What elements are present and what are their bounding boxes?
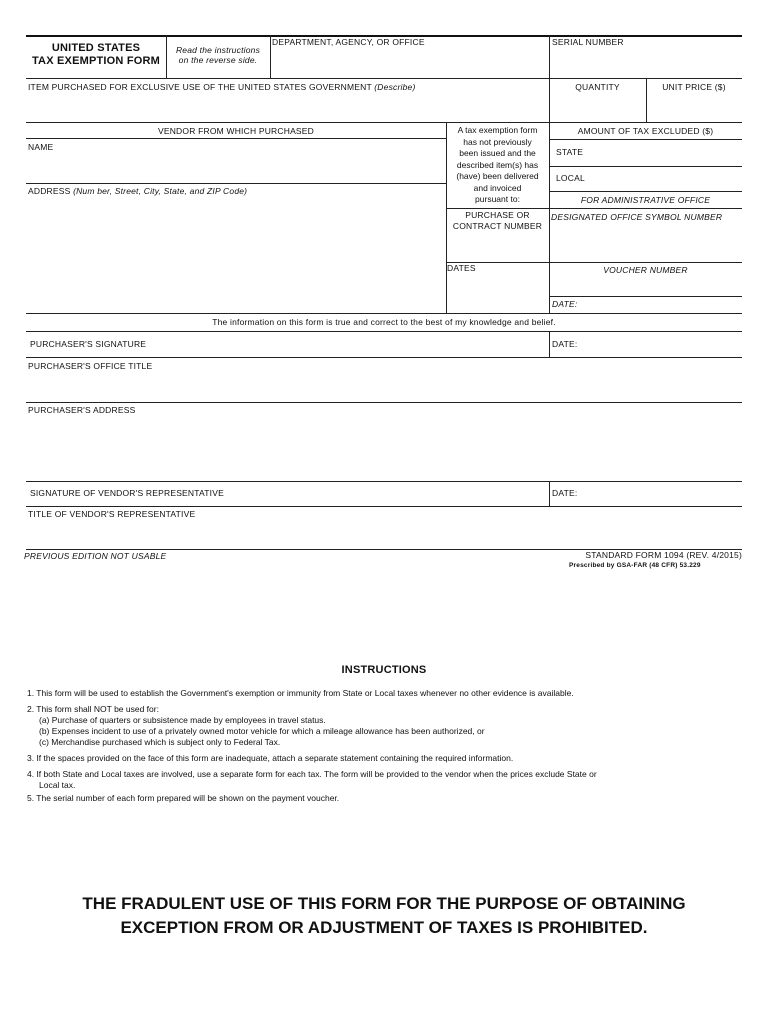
instructions-list	[27, 688, 747, 804]
purchase-contract-label-2: CONTRACT NUMBER	[452, 221, 543, 231]
purchase-contract-field[interactable]	[447, 234, 548, 261]
amount-tax-label: AMOUNT OF TAX EXCLUDED ($)	[577, 126, 714, 136]
department-label: DEPARTMENT, AGENCY, OR OFFICE	[272, 37, 425, 47]
vendor-date-label: DATE:	[552, 488, 578, 498]
serial-number-field[interactable]	[550, 49, 741, 77]
vendor-date-field[interactable]	[580, 483, 741, 505]
unit-price-label: UNIT PRICE ($)	[662, 82, 726, 92]
exemption-note	[446, 125, 549, 206]
dates-label: DATES	[447, 263, 476, 273]
item-purchased-label	[28, 82, 415, 92]
dates-field[interactable]	[447, 275, 548, 312]
exemption-note-line: described item(s) has	[456, 159, 539, 170]
prescribed-by: Prescribed by GSA-FAR (48 CFR) 53.229	[569, 562, 701, 569]
purchaser-signature-field[interactable]	[160, 333, 548, 356]
vendor-name-field[interactable]	[27, 153, 445, 182]
local-tax-field[interactable]	[600, 168, 741, 190]
instruction-item-4: 4. If both State and Local taxes are involved, use a separate form for each tax. The form will be provided to the vendor when the prices exclude State or	[27, 769, 597, 779]
instruction-item-5: 5. The serial number of each form prepared will be shown on the payment voucher.	[27, 793, 340, 803]
vendor-signature-field[interactable]	[250, 483, 548, 505]
exemption-note-line: and invoiced	[473, 182, 522, 193]
vendor-address-field[interactable]	[27, 198, 445, 312]
instruction-item-4-cont: Local tax.	[39, 780, 76, 790]
instructions-heading: INSTRUCTIONS	[341, 664, 427, 676]
item-purchased-describe: (Describe)	[374, 82, 416, 92]
form-title-line2: TAX EXEMPTION FORM	[31, 55, 161, 67]
voucher-number-field[interactable]	[550, 277, 741, 295]
instruction-item-1: 1. This form will be used to establish the Government's exemption or immunity from State or Local taxes whenever no other evidence is available.	[27, 688, 574, 698]
fraud-warning-line2: EXCEPTION FROM OR ADJUSTMENT OF TAXES IS PROHIBITED.	[120, 918, 648, 937]
voucher-number-label: VOUCHER NUMBER	[603, 265, 688, 275]
admin-office-label: FOR ADMINISTRATIVE OFFICE	[580, 195, 711, 205]
exemption-note-line: (have) been delivered	[456, 171, 539, 181]
previous-edition-note: PREVIOUS EDITION NOT USABLE	[24, 551, 167, 561]
local-label: LOCAL	[556, 173, 585, 183]
purchaser-address-label: PURCHASER'S ADDRESS	[28, 405, 136, 415]
purchaser-title-label: PURCHASER'S OFFICE TITLE	[28, 361, 153, 371]
purchaser-date-label: DATE:	[552, 339, 578, 349]
vendor-address-text: ADDRESS	[28, 186, 71, 196]
fraud-warning-line1: THE FRADULENT USE OF THIS FORM FOR THE PURPOSE OF OBTAINING	[82, 894, 686, 913]
serial-number-label: SERIAL NUMBER	[552, 37, 624, 47]
instruction-item-2a: (a) Purchase of quarters or subsistence made by employees in travel status.	[39, 715, 326, 725]
purchaser-date-field[interactable]	[580, 333, 741, 356]
office-symbol-field[interactable]	[550, 224, 741, 261]
standard-form-number: STANDARD FORM 1094 (REV. 4/2015)	[585, 550, 742, 560]
office-symbol-label: DESIGNATED OFFICE SYMBOL NUMBER	[551, 212, 723, 222]
state-label: STATE	[556, 147, 584, 157]
instructions-note	[166, 45, 270, 65]
vendor-signature-label: SIGNATURE OF VENDOR'S REPRESENTATIVE	[30, 488, 224, 498]
form-title-line1: UNITED STATES	[51, 42, 141, 54]
purchaser-title-field[interactable]	[27, 373, 741, 401]
instruction-sublist	[27, 715, 747, 748]
state-tax-field[interactable]	[600, 141, 741, 165]
instructions-note-line2: on the reverse side.	[178, 55, 258, 65]
voucher-date-label: DATE:	[552, 299, 578, 309]
certification-statement: The information on this form is true and correct to the best of my knowledge and belief.	[212, 317, 556, 327]
vendor-name-label: NAME	[28, 142, 54, 152]
instruction-item-2: 2. This form shall NOT be used for:	[27, 704, 159, 714]
exemption-note-line: has not previously	[463, 136, 532, 147]
vendor-title-label: TITLE OF VENDOR'S REPRESENTATIVE	[28, 509, 196, 519]
vendor-title-field[interactable]	[27, 521, 741, 548]
vendor-address-hint: (Num ber, Street, City, State, and ZIP Code)	[73, 186, 248, 196]
exemption-note-line: A tax exemption form	[457, 125, 538, 135]
voucher-date-field[interactable]	[580, 298, 741, 312]
department-field[interactable]	[271, 49, 548, 77]
form-title	[26, 42, 166, 68]
instruction-item-3: 3. If the spaces provided on the face of this form are inadequate, attach a separate statement containing the required information.	[27, 753, 514, 763]
purchase-contract-label-1: PURCHASE OR	[465, 210, 530, 220]
instructions-note-line1: Read the instructions	[175, 45, 261, 55]
purchaser-address-field[interactable]	[27, 417, 741, 480]
vendor-address-label	[28, 186, 247, 196]
item-purchased-field[interactable]	[27, 94, 548, 121]
purchaser-signature-label: PURCHASER'S SIGNATURE	[30, 339, 147, 349]
vendor-header: VENDOR FROM WHICH PURCHASED	[157, 126, 315, 136]
unit-price-field[interactable]	[647, 94, 741, 121]
purchase-contract-label	[446, 210, 549, 232]
instruction-item-2b: (b) Expenses incident to use of a privately owned motor vehicle for which a mileage allowance has been authorized, or	[39, 726, 485, 736]
quantity-label: QUANTITY	[575, 82, 620, 92]
fraud-warning	[0, 892, 768, 940]
item-purchased-text: ITEM PURCHASED FOR EXCLUSIVE USE OF THE UNITED STATES GOVERNMENT	[28, 82, 372, 92]
exemption-note-line: pursuant to:	[475, 194, 520, 204]
exemption-note-line: been issued and the	[459, 148, 536, 158]
instruction-item-2c: (c) Merchandise purchased which is subject only to Federal Tax.	[39, 737, 281, 747]
quantity-field[interactable]	[550, 94, 645, 121]
